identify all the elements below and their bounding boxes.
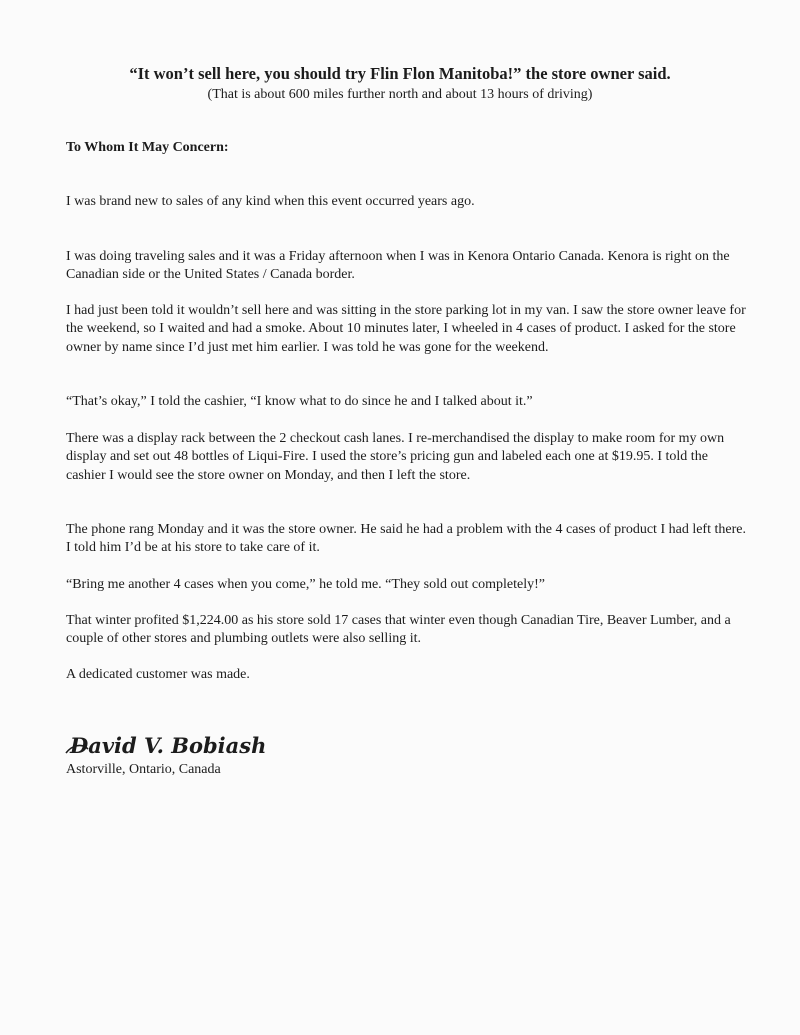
paragraph-winter-profit: That winter profited $1,224.00 as his store sold 17 cases that winter even though Canadian Tire, Beaver Lumber, and a couple of other stores and plumbing outlets were also selling it.: [66, 613, 731, 647]
paragraph-dedicated-customer: A dedicated customer was made.: [66, 667, 250, 682]
paragraph-parking-lot: I had just been told it wouldn’t sell here and was sitting in the store parking lot in my van. I saw the store owner leave for the weekend, so I waited and had a smoke. About 10 minutes later, I wheeled in 4 cases of product. I asked for the store owner by name since I’d just met him earlier. I was told he was gone for the weekend.: [66, 303, 746, 355]
letter-subheadline: (That is about 600 miles further north and about 13 hours of driving): [207, 87, 593, 102]
paragraph-phone-call: The phone rang Monday and it was the store owner. He said he had a problem with the 4 cases of product I had left there. I told him I’d be at his store to take care of it.: [66, 522, 746, 556]
paragraph-display-rack: There was a display rack between the 2 checkout cash lanes. I re-merchandised the display to make room for my own display and set out 48 bottles of Liqui-Fire. I used the store’s pricing gun and labeled each one at $19.95. I told the cashier I would see the store owner on Monday, and then I left the store.: [66, 431, 725, 483]
paragraph-sold-out: “Bring me another 4 cases when you come,” he told me. “They sold out completely!”: [66, 577, 545, 592]
handwritten-signature: [64, 725, 304, 765]
paragraph-kenora: I was doing traveling sales and it was a Friday afternoon when I was in Kenora Ontario Canada. Kenora is right on the Canadian side or the United States / Canada border.: [66, 249, 730, 283]
salutation: To Whom It May Concern:: [66, 140, 229, 155]
signer-location: Astorville, Ontario, Canada: [66, 762, 221, 777]
letter-headline: “It won’t sell here, you should try Flin Flon Manitoba!” the store owner said.: [129, 64, 671, 83]
paragraph-intro: I was brand new to sales of any kind when this event occurred years ago.: [66, 194, 475, 209]
paragraph-cashier: “That’s okay,” I told the cashier, “I know what to do since he and I talked about it.”: [66, 394, 533, 409]
signature-text: David V. Bobiash: [70, 733, 267, 758]
signature-graphic: [64, 725, 304, 765]
